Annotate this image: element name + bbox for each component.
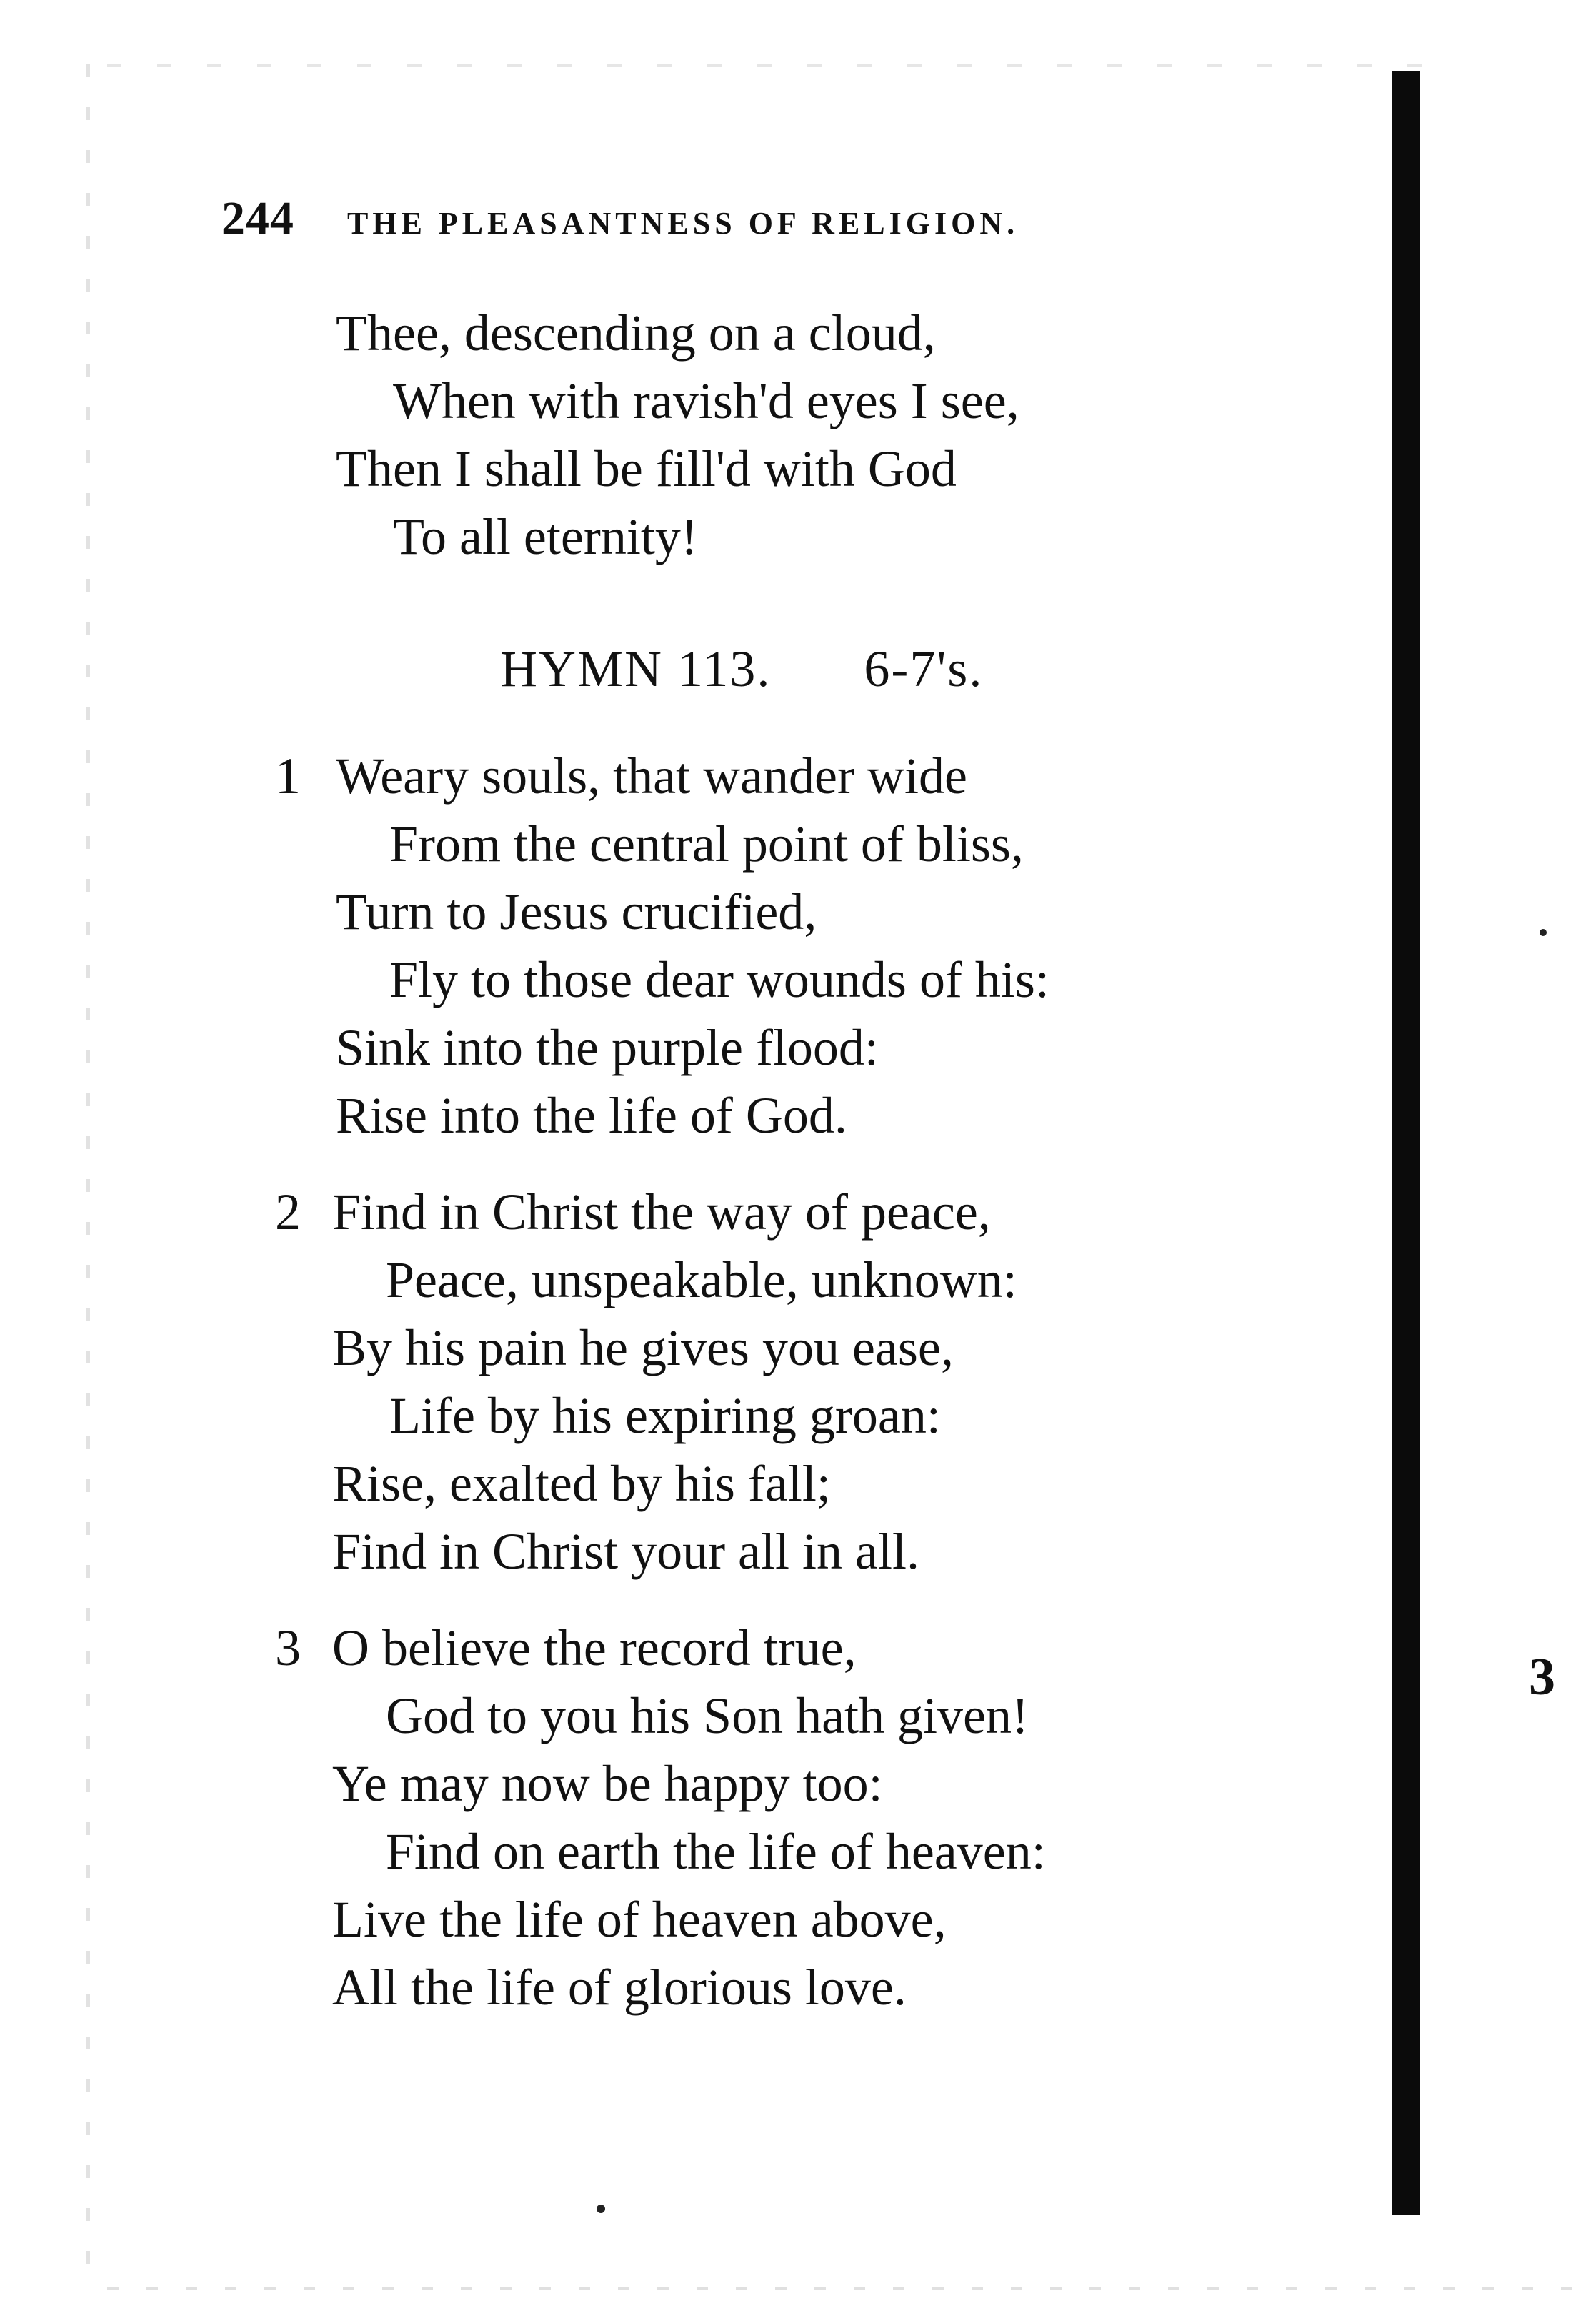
hymn-heading: [500, 640, 983, 699]
hymn-meter: 6-7's.: [864, 640, 984, 697]
verse-line: Sink into the purple flood:: [336, 1019, 879, 1076]
page-number: 244: [221, 192, 294, 244]
ink-speck: [1540, 929, 1547, 936]
verse-number: 3: [275, 1619, 301, 1676]
continuation-line: To all eternity!: [393, 508, 698, 565]
verse-line: O believe the record true,: [332, 1619, 857, 1676]
book-spine-shadow: [1392, 71, 1420, 2215]
verse-line: Rise into the life of God.: [336, 1087, 847, 1144]
page-edge-left: [86, 64, 90, 2265]
verse-line: Ye may now be happy too:: [332, 1755, 883, 1812]
verse-line: Weary souls, that wander wide: [336, 747, 967, 805]
verse-line: Peace, unspeakable, unknown:: [386, 1251, 1017, 1308]
page-edge-top: [107, 64, 1429, 67]
page-edge-bottom: [107, 2287, 1572, 2290]
hymn-title: HYMN 113.: [500, 640, 772, 697]
verse-line: Fly to those dear wounds of his:: [389, 951, 1049, 1008]
page-header: [221, 192, 1222, 256]
facing-page-mark: 3: [1529, 1648, 1555, 1706]
ink-speck: [597, 2205, 605, 2213]
verse-line: God to you his Son hath given!: [386, 1687, 1029, 1744]
verse-line: Find in Christ your all in all.: [332, 1523, 919, 1580]
verse-number: 2: [275, 1183, 301, 1241]
verse-line: Find in Christ the way of peace,: [332, 1183, 991, 1241]
verse-number: 1: [275, 747, 301, 805]
verse-line: Live the life of heaven above,: [332, 1891, 947, 1948]
verse-line: Rise, exalted by his fall;: [332, 1455, 831, 1512]
verse-line: From the central point of bliss,: [389, 815, 1024, 873]
verse-line: All the life of glorious love.: [332, 1959, 907, 2016]
running-head: THE PLEASANTNESS OF RELIGION.: [347, 206, 1019, 241]
verse-line: By his pain he gives you ease,: [332, 1319, 954, 1376]
verse-line: Life by his expiring groan:: [389, 1387, 941, 1444]
continuation-line: Thee, descending on a cloud,: [336, 304, 936, 362]
verse-line: Turn to Jesus crucified,: [336, 883, 817, 940]
verse-line: Find on earth the life of heaven:: [386, 1823, 1046, 1880]
continuation-line: When with ravish'd eyes I see,: [393, 372, 1019, 429]
continuation-line: Then I shall be fill'd with God: [336, 440, 957, 497]
